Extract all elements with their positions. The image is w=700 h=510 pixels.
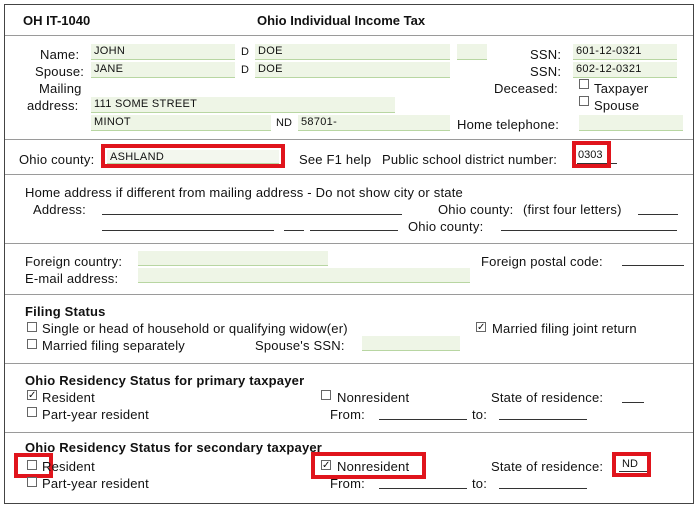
spouse-middle-initial[interactable]: D: [241, 64, 249, 76]
primary-state-field[interactable]: [622, 402, 644, 403]
county-abbrev-field[interactable]: [638, 214, 678, 215]
home-zip-field[interactable]: [310, 230, 398, 231]
primary-state-label: State of residence:: [491, 390, 604, 405]
home-telephone-field[interactable]: [579, 115, 683, 131]
foreign-country-field[interactable]: [138, 251, 328, 266]
secondary-from-field[interactable]: [379, 488, 467, 489]
divider: [5, 243, 693, 244]
secondary-part-year-checkbox[interactable]: [27, 477, 37, 487]
filing-spouse-ssn-field[interactable]: [362, 336, 460, 351]
single-label: Single or head of household or qualifying widow(er): [42, 321, 348, 336]
tax-form: [4, 4, 694, 504]
married-joint-checkbox[interactable]: ✓: [477, 322, 486, 333]
primary-nonresident-checkbox[interactable]: [321, 390, 331, 400]
ssn-label: SSN:: [530, 47, 562, 62]
primary-residency-heading: Ohio Residency Status for primary taxpayer: [25, 373, 305, 388]
married-separate-label: Married filing separately: [42, 338, 186, 353]
home-county-field[interactable]: [501, 230, 677, 231]
deceased-taxpayer-checkbox[interactable]: [579, 79, 589, 89]
single-checkbox[interactable]: [27, 322, 37, 332]
highlight-box: [612, 452, 651, 477]
ohio-county-field[interactable]: ASHLAND: [107, 150, 279, 164]
home-address-line1[interactable]: [102, 214, 402, 215]
name-label: Name:: [40, 47, 80, 62]
email-label: E-mail address:: [25, 271, 119, 286]
home-address-heading: Home address if different from mailing address - Do not show city or state: [25, 185, 463, 200]
first-name-field[interactable]: JOHN: [91, 44, 235, 60]
primary-from-label: From:: [330, 407, 365, 422]
primary-from-field[interactable]: [379, 419, 467, 420]
married-joint-label: Married filing joint return: [492, 321, 637, 336]
primary-nonresident-label: Nonresident: [337, 390, 410, 405]
primary-part-year-checkbox[interactable]: [27, 407, 37, 417]
school-district-field[interactable]: 0303: [578, 149, 603, 161]
secondary-state-label: State of residence:: [491, 459, 604, 474]
secondary-from-label: From:: [330, 476, 365, 491]
divider: [5, 294, 693, 295]
foreign-postal-label: Foreign postal code:: [481, 254, 603, 269]
highlight-box: [311, 452, 426, 479]
email-field[interactable]: [138, 268, 470, 283]
spouse-first-field[interactable]: JANE: [91, 62, 235, 78]
primary-to-field[interactable]: [499, 419, 587, 420]
home-county2-label: Ohio county:: [408, 219, 484, 234]
school-district-label: Public school district number:: [382, 152, 558, 167]
spouse-label: Spouse:: [35, 64, 85, 79]
divider: [5, 35, 693, 36]
married-separate-checkbox[interactable]: [27, 339, 37, 349]
state-field[interactable]: ND: [276, 117, 292, 129]
secondary-nonresident-label: Nonresident: [337, 459, 410, 474]
filing-spouse-ssn-label: Spouse's SSN:: [255, 338, 345, 353]
deceased-label: Deceased:: [494, 81, 558, 96]
city-field[interactable]: MINOT: [91, 115, 271, 131]
mailing-label: Mailing: [39, 81, 82, 96]
county-hint: (first four letters): [523, 202, 622, 217]
spouse-ssn-field[interactable]: 602-12-0321: [573, 62, 677, 78]
spouse-last-field[interactable]: DOE: [255, 62, 450, 78]
divider: [5, 363, 693, 364]
primary-to-label: to:: [472, 407, 488, 422]
foreign-postal-field[interactable]: [622, 265, 684, 266]
deceased-spouse-checkbox[interactable]: [579, 96, 589, 106]
divider: [5, 174, 693, 175]
primary-part-year-label: Part-year resident: [42, 407, 149, 422]
highlight-box: [572, 141, 611, 168]
filing-status-heading: Filing Status: [25, 304, 106, 319]
ohio-county-label: Ohio county:: [19, 152, 95, 167]
f1-help-label: See F1 help: [299, 152, 372, 167]
form-id: OH IT-1040: [23, 13, 91, 28]
spouse-ssn-label: SSN:: [530, 64, 562, 79]
street-field[interactable]: 111 SOME STREET: [91, 97, 395, 113]
last-name-field[interactable]: DOE: [255, 44, 450, 60]
home-address-label: Address:: [33, 202, 86, 217]
home-address-line2[interactable]: [102, 230, 274, 231]
form-title: Ohio Individual Income Tax: [257, 13, 426, 28]
secondary-residency-heading: Ohio Residency Status for secondary taxpayer: [25, 440, 323, 455]
home-county-label: Ohio county:: [438, 202, 514, 217]
home-telephone-label: Home telephone:: [457, 117, 560, 132]
home-state-field[interactable]: [284, 230, 304, 231]
secondary-resident-label: Resident: [42, 459, 95, 474]
secondary-to-label: to:: [472, 476, 488, 491]
secondary-state-field[interactable]: ND: [622, 458, 638, 470]
deceased-spouse-label: Spouse: [594, 98, 640, 113]
middle-initial[interactable]: D: [241, 46, 249, 58]
foreign-country-label: Foreign country:: [25, 254, 123, 269]
primary-resident-checkbox[interactable]: ✓: [28, 390, 37, 401]
zip-field[interactable]: 58701-: [298, 115, 450, 131]
ssn-field[interactable]: 601-12-0321: [573, 44, 677, 60]
deceased-taxpayer-label: Taxpayer: [594, 81, 649, 96]
highlight-box: [101, 144, 285, 168]
secondary-to-field[interactable]: [499, 488, 587, 489]
secondary-nonresident-checkbox[interactable]: ✓: [322, 460, 331, 471]
primary-resident-label: Resident: [42, 390, 95, 405]
secondary-part-year-label: Part-year resident: [42, 476, 149, 491]
divider: [5, 139, 693, 140]
divider: [5, 432, 693, 433]
suffix-field[interactable]: [457, 44, 487, 60]
address-label: address:: [27, 98, 79, 113]
